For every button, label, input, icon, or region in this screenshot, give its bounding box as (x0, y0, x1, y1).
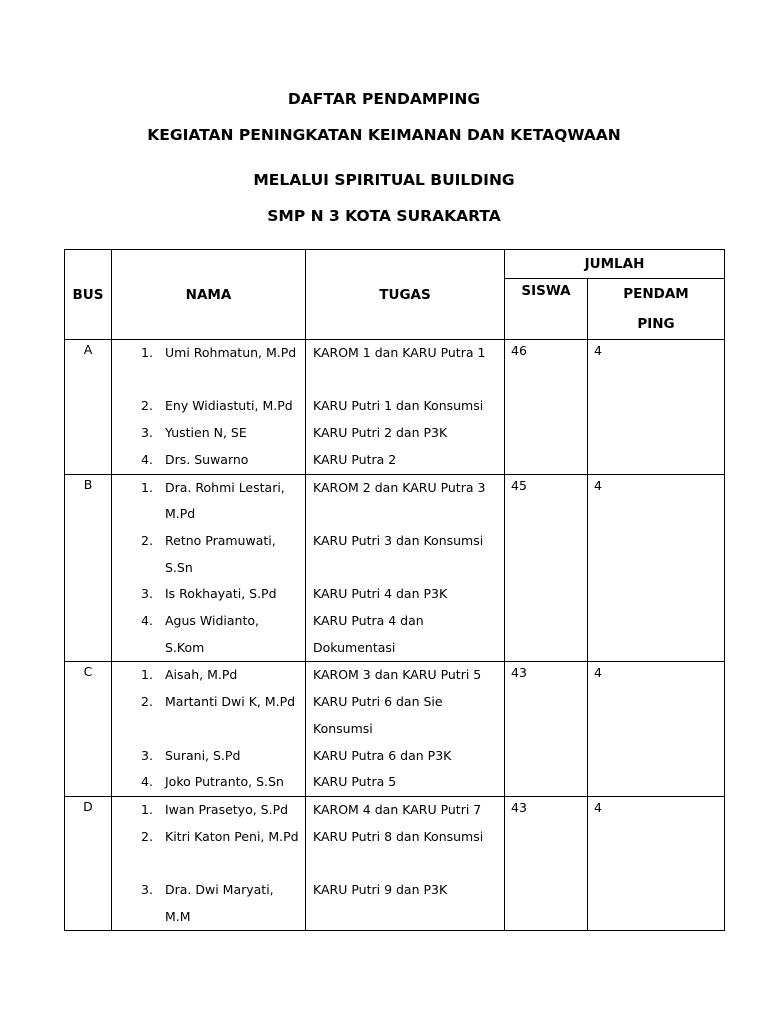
list-number: 2. (141, 828, 153, 844)
task-entry (313, 662, 504, 689)
member-name: Kitri Katon Peni, M.Pd (165, 828, 299, 844)
table-row (65, 340, 725, 475)
doc-title-3: MELALUI SPIRITUAL BUILDING (253, 171, 515, 189)
table-row (65, 662, 725, 797)
task-entry (313, 743, 504, 770)
list-number: 2. (141, 398, 153, 414)
list-number: 3. (141, 425, 153, 441)
list-number: 1. (141, 479, 153, 495)
list-item (112, 689, 305, 742)
header-siswa: SISWA (505, 279, 588, 340)
list-number: 2. (141, 532, 153, 548)
header-pendamping (588, 279, 725, 340)
list-number: 2. (141, 694, 153, 710)
task-entry (313, 393, 504, 420)
task-entry (313, 824, 504, 877)
tugas-cell (306, 796, 505, 931)
member-task: KARU Putri 8 dan Konsumsi (313, 828, 484, 844)
doc-title-1: DAFTAR PENDAMPING (287, 90, 481, 108)
list-number: 4. (141, 774, 153, 790)
member-task: KAROM 3 dan KARU Putri 5 (313, 667, 482, 683)
siswa-count: 45 (505, 474, 588, 662)
list-number: 1. (141, 801, 153, 817)
bus-cell: D (65, 796, 112, 931)
task-entry (313, 769, 504, 796)
member-task: KARU Putri 3 dan Konsumsi (313, 532, 484, 548)
list-item (112, 797, 305, 824)
task-entry (313, 340, 504, 393)
list-number: 3. (141, 586, 153, 602)
table-header (65, 250, 725, 340)
list-item (112, 528, 305, 581)
pendamping-count: 4 (588, 340, 725, 475)
list-number: 1. (141, 345, 153, 360)
list-item (112, 743, 305, 770)
nama-cell (112, 474, 306, 662)
list-item (112, 608, 305, 661)
task-entry (313, 420, 504, 447)
names-list (112, 797, 305, 931)
tugas-cell (306, 474, 505, 662)
header-bus: BUS (65, 250, 112, 340)
member-name: Agus Widianto, S.Kom (165, 613, 259, 655)
member-name: Dra. Rohmi Lestari, M.Pd (165, 479, 285, 522)
list-item (112, 824, 305, 877)
tugas-cell (306, 340, 505, 475)
header-jumlah: JUMLAH (505, 250, 725, 279)
pendamping-count: 4 (588, 796, 725, 931)
list-item (112, 475, 305, 528)
member-task: KARU Putri 9 dan P3K (313, 882, 448, 897)
task-entry (313, 689, 504, 742)
list-item (112, 393, 305, 420)
member-name: Iwan Prasetyo, S.Pd (165, 801, 289, 817)
header-pendamping-line2: PING (637, 316, 675, 332)
list-item (112, 877, 305, 930)
member-task: KAROM 4 dan KARU Putri 7 (313, 801, 482, 817)
list-item (112, 420, 305, 447)
table-row (65, 796, 725, 931)
member-task: KAROM 1 dan KARU Putra 1 (313, 345, 486, 360)
member-name: Eny Widiastuti, M.Pd (165, 398, 293, 414)
names-list (112, 340, 305, 474)
member-task: KARU Putra 5 (313, 774, 397, 790)
pendamping-count: 4 (588, 662, 725, 797)
list-number: 3. (141, 882, 153, 898)
pendamping-count: 4 (588, 474, 725, 662)
member-task: KARU Putri 2 dan P3K (313, 425, 448, 441)
task-entry (313, 528, 504, 581)
task-entry (313, 581, 504, 608)
bus-cell: C (65, 662, 112, 797)
member-name: Surani, S.Pd (165, 747, 241, 763)
table-row (65, 474, 725, 662)
nama-cell (112, 340, 306, 475)
siswa-count: 46 (505, 340, 588, 475)
nama-cell (112, 662, 306, 797)
member-name: Dra. Dwi Maryati, M.M (165, 882, 274, 924)
list-number: 1. (141, 667, 153, 683)
member-name: Retno Pramuwati, S.Sn (165, 532, 276, 575)
member-task: KARU Putri 4 dan P3K (313, 586, 448, 602)
member-name: Aisah, M.Pd (165, 667, 238, 683)
member-name: Is Rokhayati, S.Pd (165, 586, 277, 602)
member-task: KARU Putri 1 dan Konsumsi (313, 398, 484, 414)
nama-cell (112, 796, 306, 931)
member-name: Yustien N, SE (165, 425, 247, 441)
member-task: KAROM 2 dan KARU Putra 3 (313, 479, 486, 495)
member-task: KARU Putra 2 (313, 451, 397, 467)
task-entry (313, 877, 504, 930)
member-name: Umi Rohmatun, M.Pd (165, 345, 297, 360)
task-entry (313, 447, 504, 474)
list-number: 4. (141, 451, 153, 467)
tugas-cell (306, 662, 505, 797)
list-item (112, 769, 305, 796)
task-entry (313, 608, 504, 661)
member-name: Martanti Dwi K, M.Pd (165, 694, 296, 710)
bus-cell: B (65, 474, 112, 662)
list-number: 3. (141, 747, 153, 763)
member-name: Joko Putranto, S.Sn (165, 774, 284, 790)
list-item (112, 662, 305, 689)
member-task: KARU Putri 6 dan Sie Konsumsi (313, 694, 443, 736)
siswa-count: 43 (505, 662, 588, 797)
names-list (112, 475, 305, 662)
task-entry (313, 797, 504, 824)
member-task: KARU Putra 4 dan Dokumentasi (313, 612, 424, 655)
header-pendamping-line1: PENDAM (623, 286, 689, 302)
siswa-count: 43 (505, 796, 588, 931)
list-item (112, 447, 305, 474)
member-name: Drs. Suwarno (165, 451, 249, 467)
table-body (65, 340, 725, 931)
bus-cell: A (65, 340, 112, 475)
roster-table (64, 249, 725, 931)
task-entry (313, 475, 504, 528)
doc-title-4: SMP N 3 KOTA SURAKARTA (267, 207, 501, 225)
names-list (112, 662, 305, 796)
header-tugas: TUGAS (306, 250, 505, 340)
list-item (112, 581, 305, 608)
member-task: KARU Putra 6 dan P3K (313, 747, 452, 763)
doc-title-2: KEGIATAN PENINGKATAN KEIMANAN DAN KETAQWAAN (147, 126, 621, 144)
list-item (112, 340, 305, 393)
header-nama: NAMA (112, 250, 306, 340)
list-number: 4. (141, 613, 153, 629)
